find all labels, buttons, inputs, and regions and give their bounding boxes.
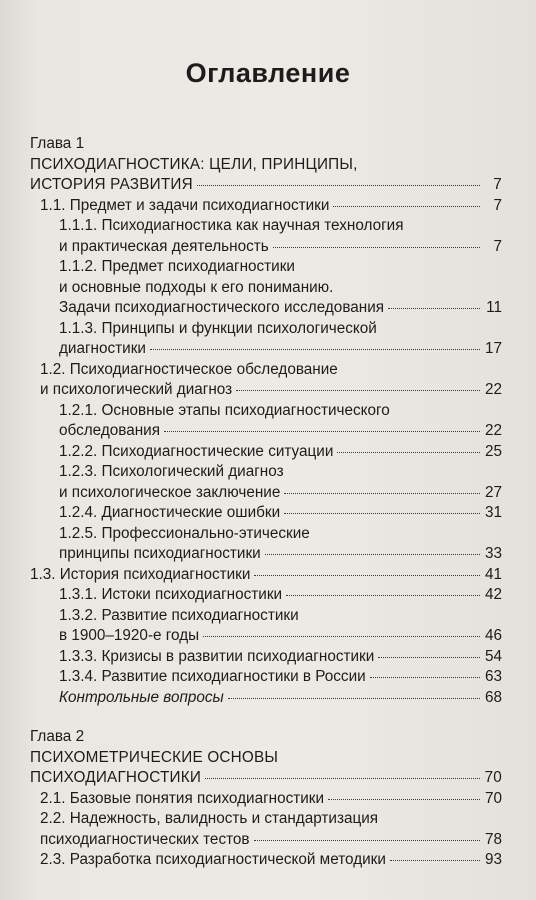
chapter-title: ПСИХОМЕТРИЧЕСКИЕ ОСНОВЫ xyxy=(30,748,279,766)
chapter-spacer xyxy=(30,708,502,727)
page-number: 93 xyxy=(484,851,502,868)
chapter-title: ПСИХОДИАГНОСТИКИ xyxy=(30,769,202,786)
page-number: 25 xyxy=(484,442,502,460)
section-title: 1.3. История психодиагностики xyxy=(30,565,251,583)
subsection-title: в 1900–1920-е годы xyxy=(59,627,200,644)
dot-leader xyxy=(390,860,480,861)
toc-entry[interactable] xyxy=(30,380,502,401)
toc-entry[interactable] xyxy=(30,626,502,647)
page-number: 7 xyxy=(493,237,502,255)
page-number: 42 xyxy=(484,586,502,603)
subsection-title: Задачи психодиагностического исследования xyxy=(59,299,385,316)
section-title: 1.2. Психодиагностическое обследование xyxy=(40,360,338,378)
page-number: 33 xyxy=(484,545,502,562)
subsection-title: и основные подходы к его пониманию. xyxy=(59,278,334,296)
dot-leader xyxy=(254,575,480,576)
subsection-title: 1.2.3. Психологический диагноз xyxy=(59,463,284,480)
subsection-title: 1.3.3. Кризисы в развитии психодиагностики xyxy=(59,647,375,665)
subsection-title: 1.3.1. Истоки психодиагностики xyxy=(59,586,283,603)
dot-leader xyxy=(273,247,480,248)
toc-entry[interactable] xyxy=(30,503,502,524)
chapter-title: ИСТОРИЯ РАЗВИТИЯ xyxy=(30,176,193,193)
page-number: 27 xyxy=(484,483,502,501)
subsection-title: и психологическое заключение xyxy=(59,483,281,501)
dot-leader xyxy=(328,799,480,800)
dot-leader xyxy=(286,595,480,596)
page-title: Оглавление xyxy=(185,58,351,88)
subsection-title: 1.3.4. Развитие психодиагностики в России xyxy=(59,668,366,685)
dot-leader xyxy=(236,390,480,391)
subsection-title: 1.1.1. Психодиагностика как научная технология xyxy=(59,217,404,234)
page-number: 70 xyxy=(484,769,502,786)
page-number: 22 xyxy=(484,381,502,398)
toc-entry[interactable] xyxy=(30,768,502,789)
dot-leader xyxy=(337,452,480,453)
subsection-title: обследования xyxy=(59,422,161,439)
page-number: 78 xyxy=(484,830,502,848)
dot-leader xyxy=(254,840,480,841)
toc-entry[interactable] xyxy=(30,565,502,586)
dot-leader xyxy=(228,698,480,699)
page-number: 41 xyxy=(484,565,502,583)
toc-entry[interactable] xyxy=(30,789,502,810)
chapter-title: ПСИХОДИАГНОСТИКА: ЦЕЛИ, ПРИНЦИПЫ, xyxy=(30,155,358,173)
toc-entry[interactable] xyxy=(30,339,502,360)
page-number: 63 xyxy=(484,668,502,685)
dot-leader xyxy=(370,677,480,678)
dot-leader xyxy=(205,778,480,779)
subsection-title: диагностики xyxy=(59,340,146,357)
subsection-title: и практическая деятельность xyxy=(59,237,269,255)
page-number: 22 xyxy=(484,422,502,439)
toc-entry[interactable] xyxy=(30,830,502,851)
subsection-title: 1.2.5. Профессионально-этические xyxy=(59,524,310,542)
section-title: 2.1. Базовые понятия психодиагностики xyxy=(40,789,325,807)
section-title: психодиагностических тестов xyxy=(40,830,250,848)
subsection-title: 1.1.2. Предмет психодиагностики xyxy=(59,258,295,275)
page-number: 11 xyxy=(486,299,502,316)
dot-leader xyxy=(333,206,480,207)
dot-leader xyxy=(378,657,480,658)
subsection-title: 1.2.2. Психодиагностические ситуации xyxy=(59,442,334,460)
dot-leader xyxy=(388,308,480,309)
toc-entry[interactable] xyxy=(30,544,502,565)
dot-leader xyxy=(203,636,480,637)
toc-entry[interactable] xyxy=(30,667,502,688)
page-number: 7 xyxy=(493,196,502,214)
section-title: и психологический диагноз xyxy=(40,381,233,398)
page-number: 70 xyxy=(484,789,502,807)
toc-entry[interactable] xyxy=(30,298,502,319)
subsection-title: 1.3.2. Развитие психодиагностики xyxy=(59,606,299,624)
section-title: 2.3. Разработка психодиагностической методики xyxy=(40,851,386,868)
subsection-title: принципы психодиагностики xyxy=(59,545,261,562)
section-title: 2.2. Надежность, валидность и стандартизация xyxy=(40,810,379,827)
page-number: 54 xyxy=(484,647,502,665)
subsection-title: 1.2.4. Диагностические ошибки xyxy=(59,504,281,521)
page-number: 46 xyxy=(484,627,502,644)
toc-entry[interactable] xyxy=(30,585,502,606)
page-number: 68 xyxy=(484,688,502,706)
page-number: 31 xyxy=(484,504,502,521)
chapter-label: Глава 1 xyxy=(30,135,85,152)
toc-entry[interactable] xyxy=(30,850,502,871)
dot-leader xyxy=(197,185,480,186)
table-of-contents xyxy=(30,134,502,871)
toc-entry[interactable] xyxy=(30,196,502,217)
dot-leader xyxy=(284,493,480,494)
dot-leader xyxy=(150,349,480,350)
toc-entry[interactable] xyxy=(30,688,502,709)
page-number: 7 xyxy=(493,176,502,193)
review-questions-title: Контрольные вопросы xyxy=(59,688,224,706)
dot-leader xyxy=(265,554,480,555)
toc-entry[interactable] xyxy=(30,483,502,504)
subsection-title: 1.2.1. Основные этапы психодиагностического xyxy=(59,401,390,419)
toc-entry[interactable] xyxy=(30,237,502,258)
dot-leader xyxy=(284,513,480,514)
toc-entry[interactable] xyxy=(30,647,502,668)
dot-leader xyxy=(164,431,480,432)
toc-entry[interactable] xyxy=(30,421,502,442)
chapter-label: Глава 2 xyxy=(30,728,85,745)
toc-entry[interactable] xyxy=(30,175,502,196)
toc-entry[interactable] xyxy=(30,442,502,463)
subsection-title: 1.1.3. Принципы и функции психологической xyxy=(59,319,377,337)
section-title: 1.1. Предмет и задачи психодиагностики xyxy=(40,196,330,214)
page-number: 17 xyxy=(484,340,502,357)
